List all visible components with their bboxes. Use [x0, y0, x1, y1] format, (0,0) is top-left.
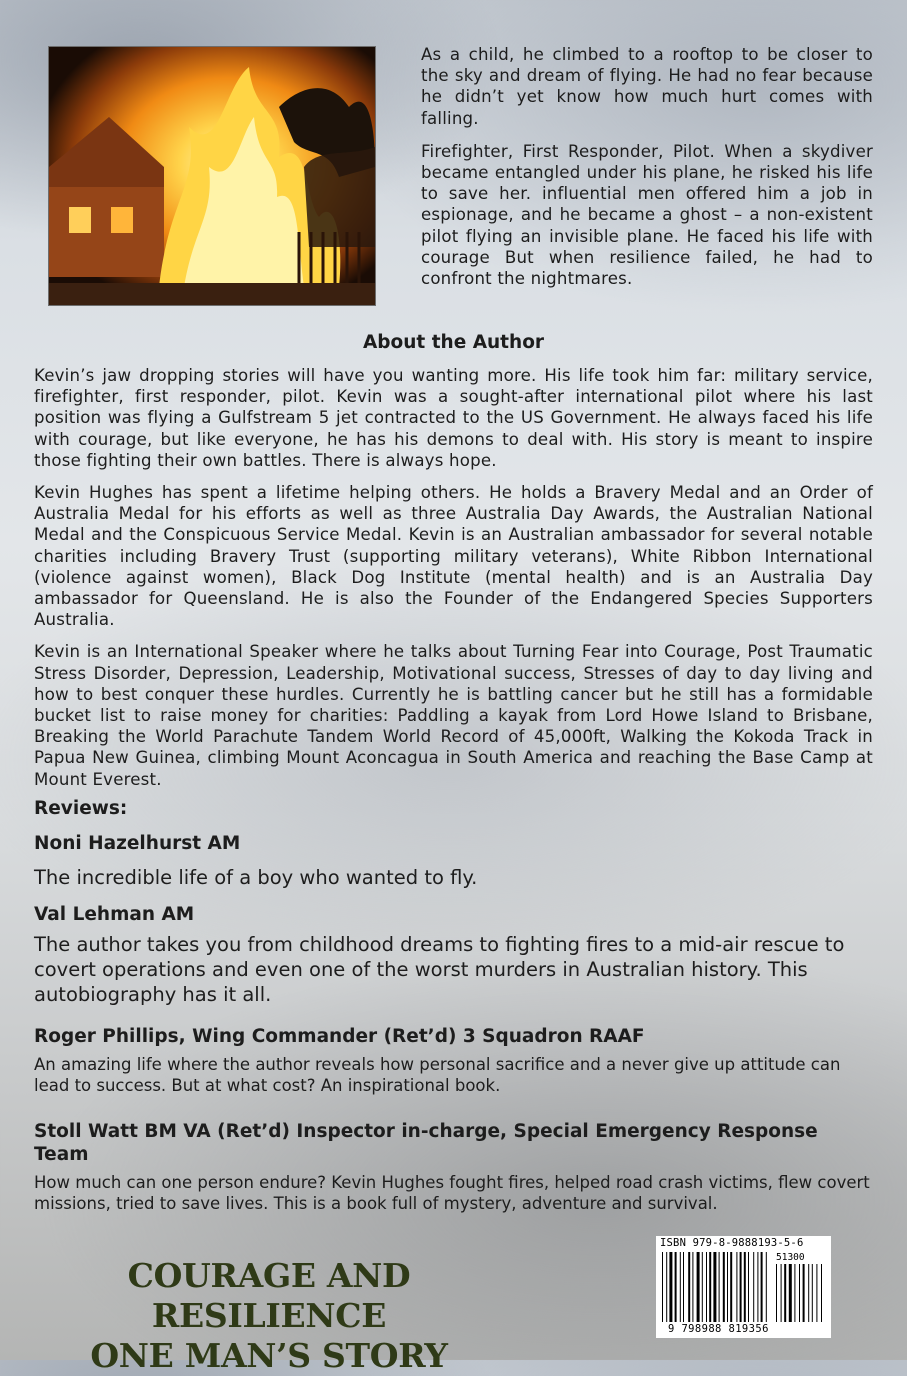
barcode-bar: [757, 1252, 758, 1322]
barcode-bar: [723, 1252, 725, 1322]
barcode-bar: [702, 1252, 703, 1322]
review-author: Noni Hazelhurst AM: [34, 833, 241, 854]
intro-blurb: [421, 44, 873, 289]
about-author-heading: About the Author: [362, 332, 545, 353]
barcode-bar: [709, 1252, 711, 1322]
isbn-label: ISBN 979-8-9888193-5-6: [660, 1237, 804, 1249]
barcode-bar: [761, 1252, 763, 1322]
barcode-bar: [680, 1252, 681, 1322]
reviews-heading: Reviews:: [34, 798, 128, 819]
addon-barcode-bar: [799, 1264, 800, 1322]
barcode-bar: [727, 1252, 728, 1322]
tagline-line-2: ONE MAN’S STORY: [90, 1336, 448, 1375]
intro-paragraph: Firefighter, First Responder, Pilot. When a skydiver became entangled under his plane, he risked his life to save her. influential men offered him a job in espionage, and he became a ghost – a non-existent pilot flying an invisible plane. He faced his life with courage But when resilience failed, he had to confront the nightmares.: [421, 141, 873, 289]
addon-barcode-bar: [789, 1264, 792, 1322]
about-paragraph: Kevin is an International Speaker where he talks about Turning Fear into Courage, Post Traumatic Stress Disorder, Depression, Leadership, Motivational success, Stresses of day to day living and how to best conquer these hurdles. Currently he is battling cancer but he still has a formidable bucket list to raise money for charities: Paddling a kayak from Lord Howe Island to Brisbane, Breaking the World Parachute Tandem World Record of 45,000ft, Walking the Kokoda Track in Papua New Guinea, climbing Mount Aconcagua in South America and reaching the Base Camp at Mount Everest.: [34, 642, 873, 789]
isbn-barcode: [656, 1236, 831, 1338]
barcode-bar: [748, 1252, 749, 1322]
barcode-bar: [669, 1252, 672, 1322]
addon-barcode-bar: [776, 1264, 777, 1322]
review-text: How much can one person endure? Kevin Hughes fought fires, helped road crash victims, flew covert missions, tried to save lives. This is a book full of mystery, adventure and survival.: [34, 1173, 870, 1213]
about-paragraph: Kevin Hughes has spent a lifetime helping others. He holds a Bravery Medal and an Order of Australia Medal for his efforts as well as three Australia Day Awards, the Australian National Medal and the Conspicuous Service Medal. Kevin is an Australian ambassador for several notable charities including Bravery Trust (supporting military veterans), White Ribbon International (violence against women), Black Dog Institute (mental health) and is an Australia Day ambassador for Queensland. He is also the Founder of the Endangered Species Supporters Australia.: [34, 483, 873, 630]
cover-photo-burning-house: [48, 46, 376, 306]
addon-barcode-bar: [781, 1264, 782, 1322]
tagline-line-1: COURAGE AND RESILIENCE: [127, 1256, 411, 1335]
price-code: 51300: [776, 1252, 805, 1263]
barcode-bar: [683, 1252, 684, 1322]
barcode-bar: [713, 1252, 716, 1322]
review-author: Val Lehman AM: [34, 904, 195, 925]
barcode-bar: [675, 1252, 677, 1322]
about-author-section: [34, 365, 873, 790]
barcode-bar: [744, 1252, 746, 1322]
burning-house-illustration: [49, 47, 375, 305]
barcode-bar: [753, 1252, 754, 1322]
barcode-bar: [666, 1252, 667, 1322]
barcode-bar: [692, 1252, 693, 1322]
review-author: Roger Phillips, Wing Commander (Ret’d) 3 Squadron RAAF: [34, 1026, 645, 1047]
barcode-bar: [697, 1252, 700, 1322]
barcode-bar: [740, 1252, 742, 1322]
addon-barcode-bar: [812, 1264, 813, 1322]
barcode-bar: [736, 1252, 737, 1322]
addon-barcode-bar: [803, 1264, 805, 1322]
barcode-bar: [688, 1252, 690, 1322]
barcode-bar: [719, 1252, 720, 1322]
review-text: The author takes you from childhood dreams to fighting fires to a mid-air rescue to covert operations and even one of the worst murders in Australian history. This autobiography has it all.: [34, 933, 845, 1006]
barcode-number: 9 798988 819356: [668, 1323, 769, 1335]
about-paragraph: Kevin’s jaw dropping stories will have you wanting more. His life took him far: military service, firefighter, first responder, pilot. Kevin was a sought-after international pilot where his last position was flying a Gulfstream 5 jet contracted to the US Government. He always faced his life with courage, but like everyone, he has his demons to deal with. His story is meant to inspire those fighting their own battles. There is always hope.: [34, 366, 873, 470]
barcode-bar: [662, 1252, 663, 1322]
addon-barcode-bar: [794, 1264, 795, 1322]
addon-barcode-bar: [784, 1264, 786, 1322]
cover-tagline: [34, 1256, 504, 1376]
addon-barcode-bar: [816, 1264, 817, 1322]
barcode-bar: [730, 1252, 732, 1322]
barcode-bar: [706, 1252, 707, 1322]
review-text: An amazing life where the author reveals how personal sacrifice and a never give up attitude can lead to success. But at what cost? An inspirational book.: [34, 1055, 841, 1095]
review-author: Stoll Watt BM VA (Ret’d) Inspector in-charge, Special Emergency Response Team: [34, 1121, 818, 1165]
addon-barcode-bar: [821, 1264, 822, 1322]
addon-barcode-bar: [808, 1264, 809, 1322]
intro-paragraph: As a child, he climbed to a rooftop to be closer to the sky and dream of flying. He had no fear because he didn’t yet know how much hurt comes with falling.: [421, 45, 873, 128]
review-text: The incredible life of a boy who wanted to fly.: [34, 866, 478, 889]
barcode-bar: [766, 1252, 767, 1322]
